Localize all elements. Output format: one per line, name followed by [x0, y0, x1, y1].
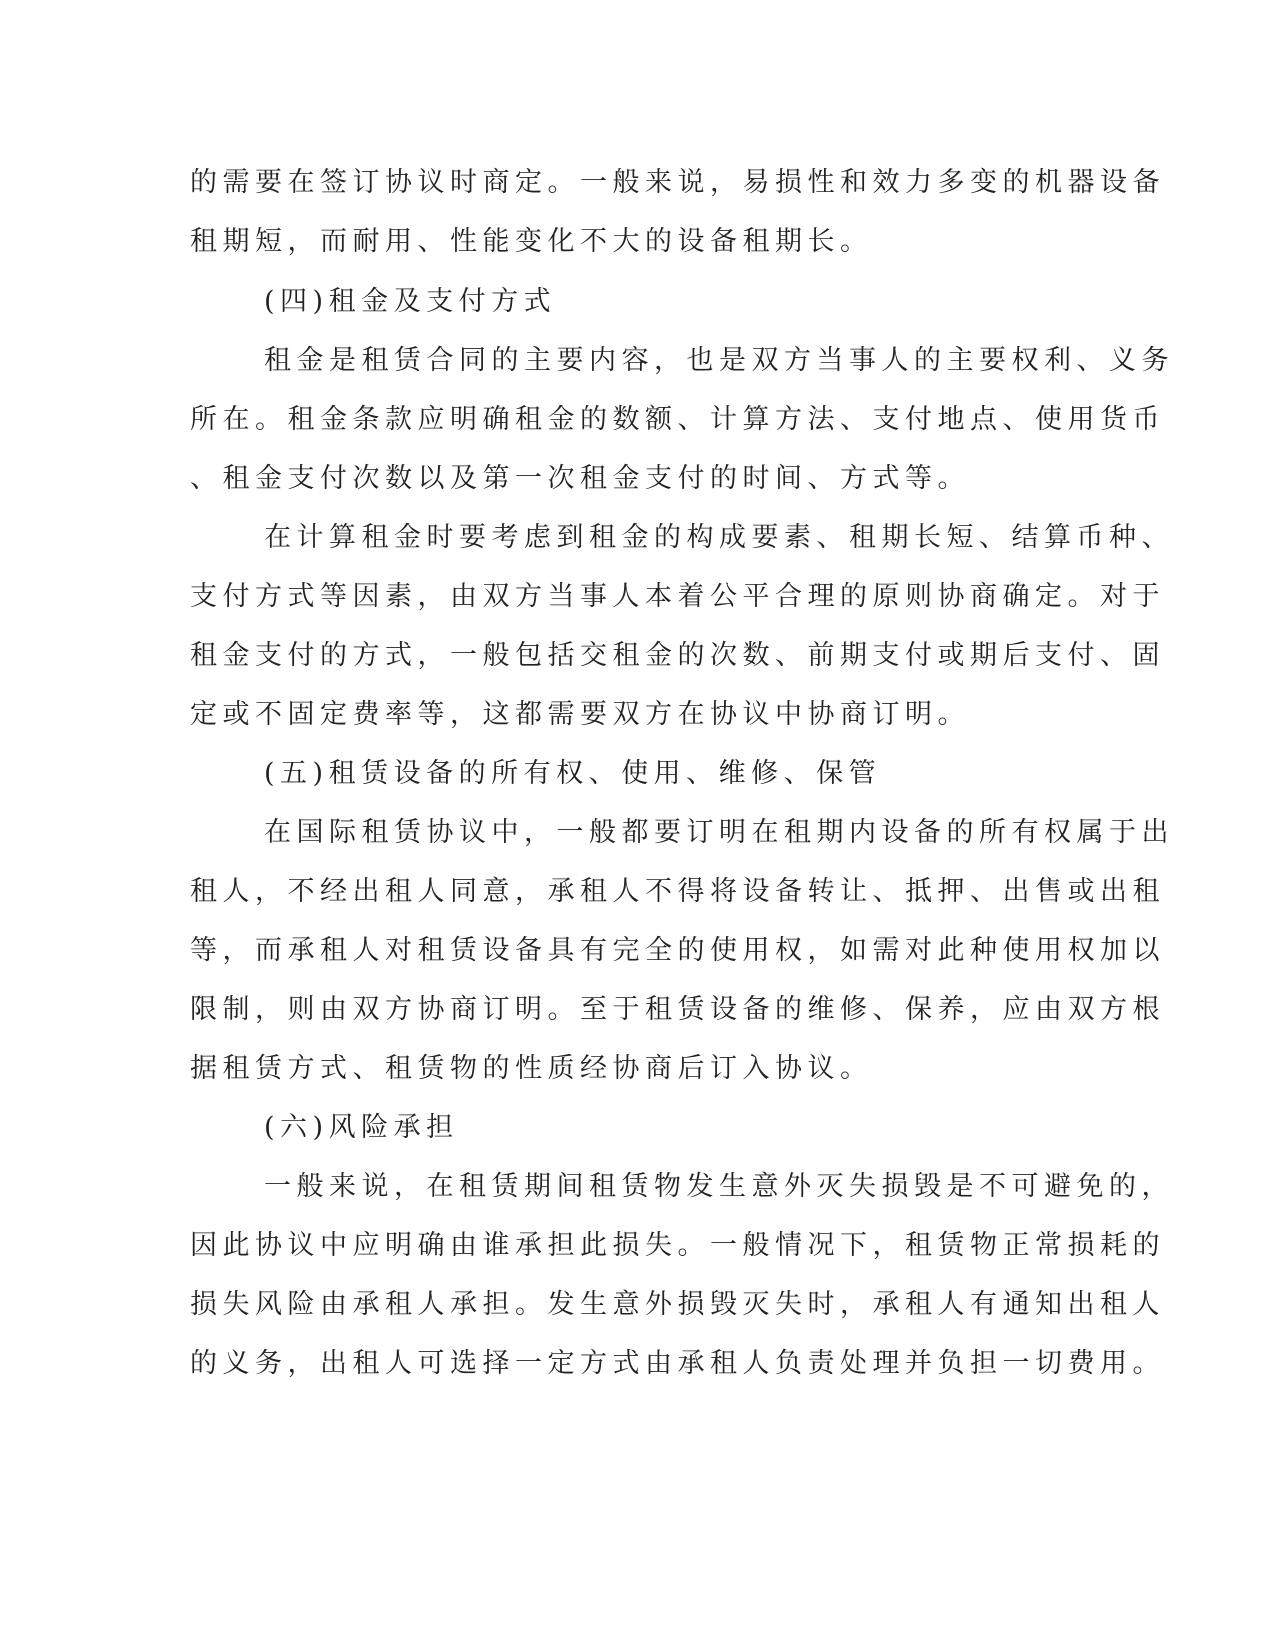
text-line: 限制，则由双方协商订明。至于租赁设备的维修、保养，应由双方根 [190, 994, 1165, 1025]
text-line: 租金是租赁合同的主要内容，也是双方当事人的主要权利、义务 [264, 345, 1174, 376]
text-line: 支付方式等因素，由双方当事人本着公平合理的原则协商确定。对于 [190, 581, 1165, 612]
text-line: 租期短，而耐用、性能变化不大的设备租期长。 [190, 226, 873, 257]
text-line: 定或不固定费率等，这都需要双方在协议中协商订明。 [190, 699, 970, 730]
text-line: 所在。租金条款应明确租金的数额、计算方法、支付地点、使用货币 [190, 404, 1165, 435]
text-line: 、租金支付次数以及第一次租金支付的时间、方式等。 [190, 463, 970, 494]
text-line: 在计算租金时要考虑到租金的构成要素、租期长短、结算币种、 [264, 522, 1174, 553]
text-line: 租金支付的方式，一般包括交租金的次数、前期支付或期后支付、固 [190, 640, 1165, 671]
section-heading: (四)租金及支付方式 [264, 286, 557, 317]
section-heading: (六)风险承担 [264, 1112, 459, 1143]
section-heading: (五)租赁设备的所有权、使用、维修、保管 [264, 758, 882, 789]
text-line: 的需要在签订协议时商定。一般来说，易损性和效力多变的机器设备 [190, 167, 1165, 198]
text-line: 的义务，出租人可选择一定方式由承租人负责处理并负担一切费用。 [190, 1348, 1165, 1379]
text-line: 一般来说，在租赁期间租赁物发生意外灭失损毁是不可避免的， [264, 1171, 1174, 1202]
text-line: 损失风险由承租人承担。发生意外损毁灭失时，承租人有通知出租人 [190, 1289, 1165, 1320]
text-line: 等，而承租人对租赁设备具有完全的使用权，如需对此种使用权加以 [190, 935, 1165, 966]
text-line: 据租赁方式、租赁物的性质经协商后订入协议。 [190, 1053, 873, 1084]
text-line: 在国际租赁协议中，一般都要订明在租期内设备的所有权属于出 [264, 817, 1174, 848]
text-line: 因此协议中应明确由谁承担此损失。一般情况下，租赁物正常损耗的 [190, 1230, 1165, 1261]
text-line: 租人，不经出租人同意，承租人不得将设备转让、抵押、出售或出租 [190, 876, 1165, 907]
